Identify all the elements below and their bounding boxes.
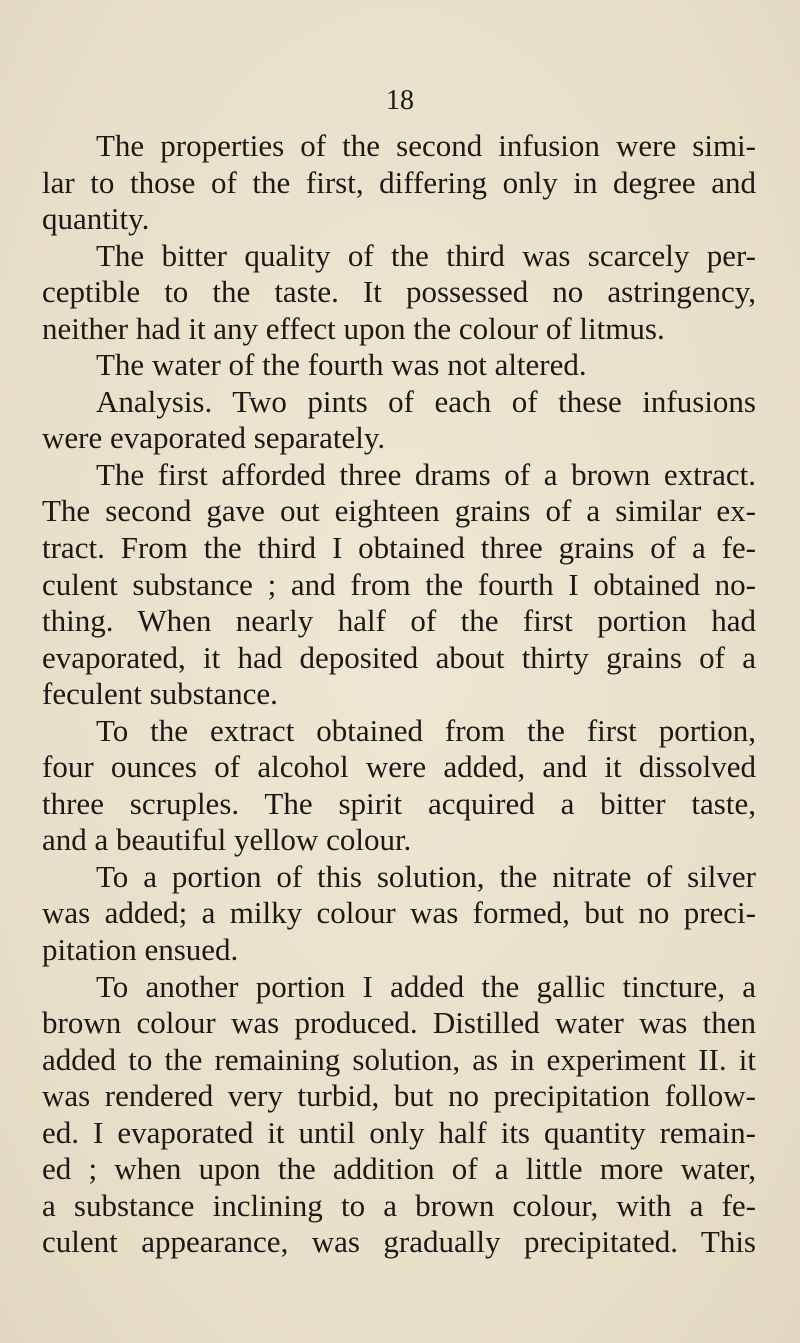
text-line: culent appearance, was gradually precipitated. This [42,1224,756,1260]
text-line: The water of the fourth was not altered. [96,347,587,383]
text-line: culent substance ; and from the fourth I obtained no- [42,566,756,602]
text-line: and a beautiful yellow colour. [42,822,412,858]
text-line: neither had it any effect upon the colour of litmus. [42,310,665,346]
text-line: To a portion of this solution, the nitrate of silver [96,858,756,894]
text-line: The properties of the second infusion were simi- [96,128,756,163]
text-line: a substance inclining to a brown colour, with a fe- [42,1187,756,1223]
text-line: brown colour was produced. Distilled water was then [42,1005,756,1041]
text-line: three scruples. The spirit acquired a bitter taste, [42,785,756,821]
text-line: The second gave out eighteen grains of a similar ex- [42,493,756,529]
text-line: ed. I evaporated it until only half its quantity remain- [42,1114,756,1150]
text-line: four ounces of alcohol were added, and it dissolved [42,749,756,785]
text-line: was added; a milky colour was formed, but no preci- [42,895,756,931]
text-line: pitation ensued. [42,932,239,968]
text-line: feculent substance. [42,676,278,712]
text-line: thing. When nearly half of the first portion had [42,603,756,639]
text-line: The first afforded three drams of a brown extract. [96,456,756,492]
text-line: were evaporated separately. [42,420,386,456]
text-line: Analysis. Two pints of each of these infusions [96,383,756,419]
text-line: tract. From the third I obtained three grains of a fe- [42,530,756,566]
text-line: ceptible to the taste. It possessed no astringency, [42,274,756,310]
text-line: quantity. [42,201,150,237]
text-line: To the extract obtained from the first portion, [96,712,756,748]
page-number: 18 [386,85,414,116]
text-line: The bitter quality of the third was scarcely per- [96,237,756,273]
text-line: added to the remaining solution, as in experiment II. it [42,1041,756,1077]
body-text [42,128,756,1261]
text-line: evaporated, it had deposited about thirty grains of a [42,639,756,675]
text-line: was rendered very turbid, but no precipitation follow- [42,1078,756,1114]
text-line: ed ; when upon the addition of a little more water, [42,1151,756,1187]
text-line: lar to those of the first, differing only in degree and [42,164,756,200]
text-line: To another portion I added the gallic tincture, a [96,968,756,1004]
